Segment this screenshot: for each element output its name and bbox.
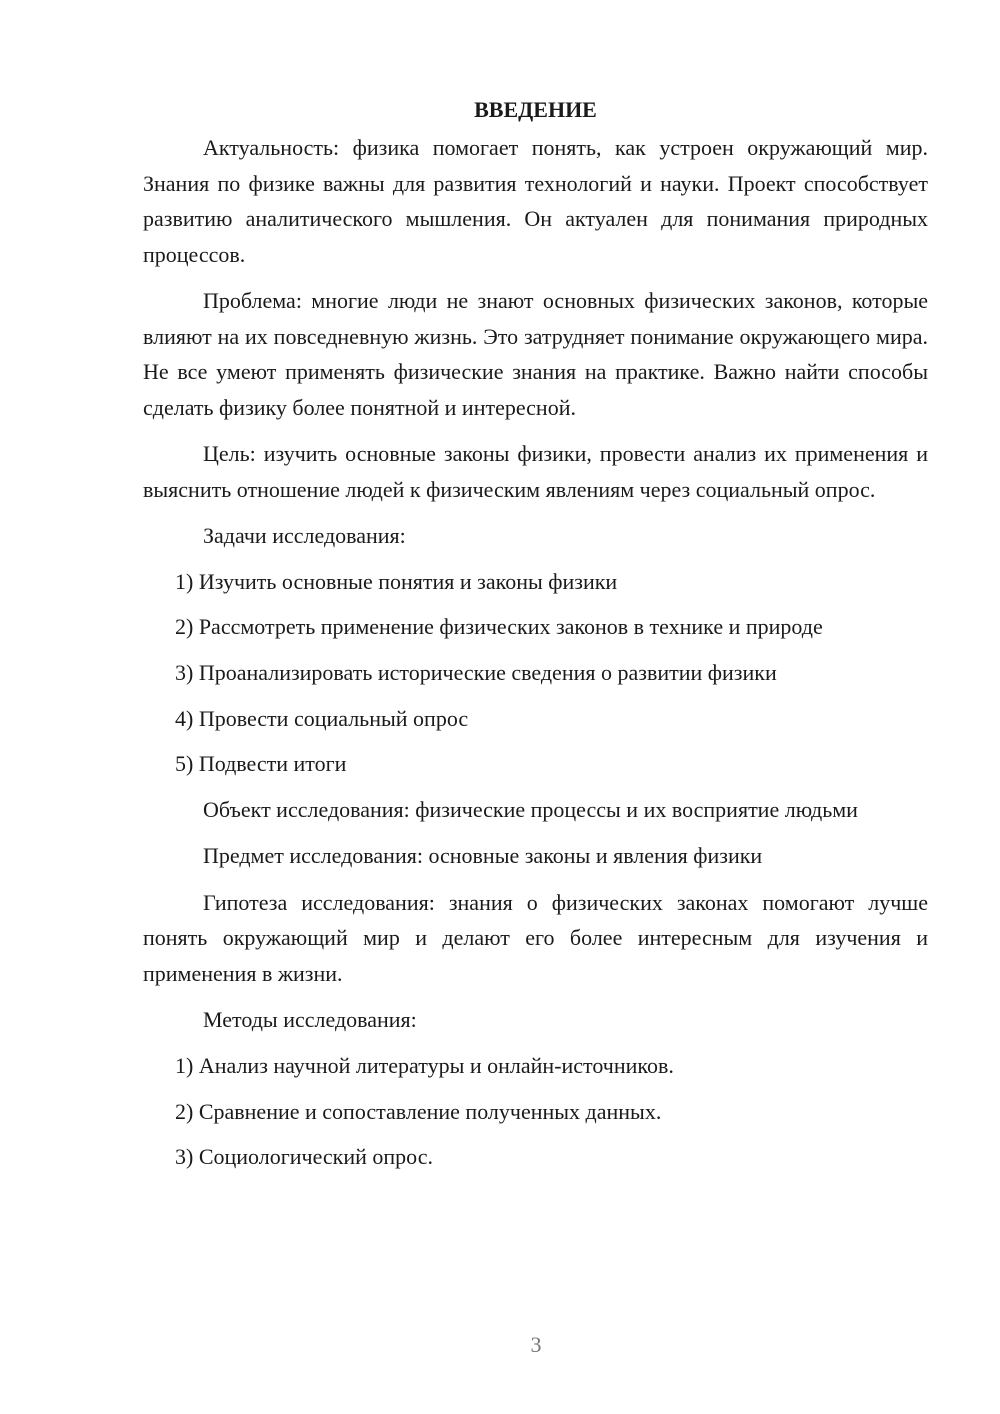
methods-heading: Методы исследования:	[203, 1007, 417, 1033]
list-item: 1) Анализ научной литературы и онлайн-источников.	[175, 1052, 674, 1078]
hypothesis-paragraph: Гипотеза исследования: знания о физических законах помогают лучше понять окружающий мир и делают его более интересным для изучения и применения в жизни.	[143, 889, 928, 986]
document-page	[143, 92, 928, 1185]
list-item: 3) Социологический опрос.	[175, 1144, 433, 1170]
tasks-heading: Задачи исследования:	[203, 523, 406, 548]
list-item: 1) Изучить основные понятия и законы физики	[175, 568, 618, 594]
object-paragraph: Объект исследования: физические процессы и их восприятие людьми	[203, 796, 858, 822]
section-title: ВВЕДЕНИЕ	[474, 97, 597, 122]
list-item: 2) Сравнение и сопоставление полученных данных.	[175, 1098, 662, 1124]
page-number: 3	[530, 1332, 542, 1357]
list-item: 2) Рассмотреть применение физических законов в технике и природе	[175, 614, 823, 640]
tasks-list	[143, 564, 928, 782]
subject-paragraph: Предмет исследования: основные законы и явления физики	[203, 843, 763, 869]
list-item: 3) Проанализировать исторические сведения о развитии физики	[175, 659, 777, 685]
goal-paragraph: Цель: изучить основные законы физики, провести анализ их применения и выяснить отношение людей к физическим явлениям через социальный опрос.	[143, 441, 928, 502]
list-item: 5) Подвести итоги	[175, 751, 347, 777]
list-item: 4) Провести социальный опрос	[175, 705, 469, 731]
relevance-paragraph: Актуальность: физика помогает понять, как устроен окружающий мир. Знания по физике важны для развития технологий и науки. Проект способствует развитию аналитического мышления. Он актуален для понимания природных процессов.	[143, 135, 928, 267]
methods-list	[143, 1048, 928, 1175]
problem-paragraph: Проблема: многие люди не знают основных физических законов, которые влияют на их повседневную жизнь. Это затрудняет понимание окружающего мира. Не все умеют применять физические знания на практике. Важно найти способы сделать физику более понятной и интересной.	[143, 288, 928, 420]
